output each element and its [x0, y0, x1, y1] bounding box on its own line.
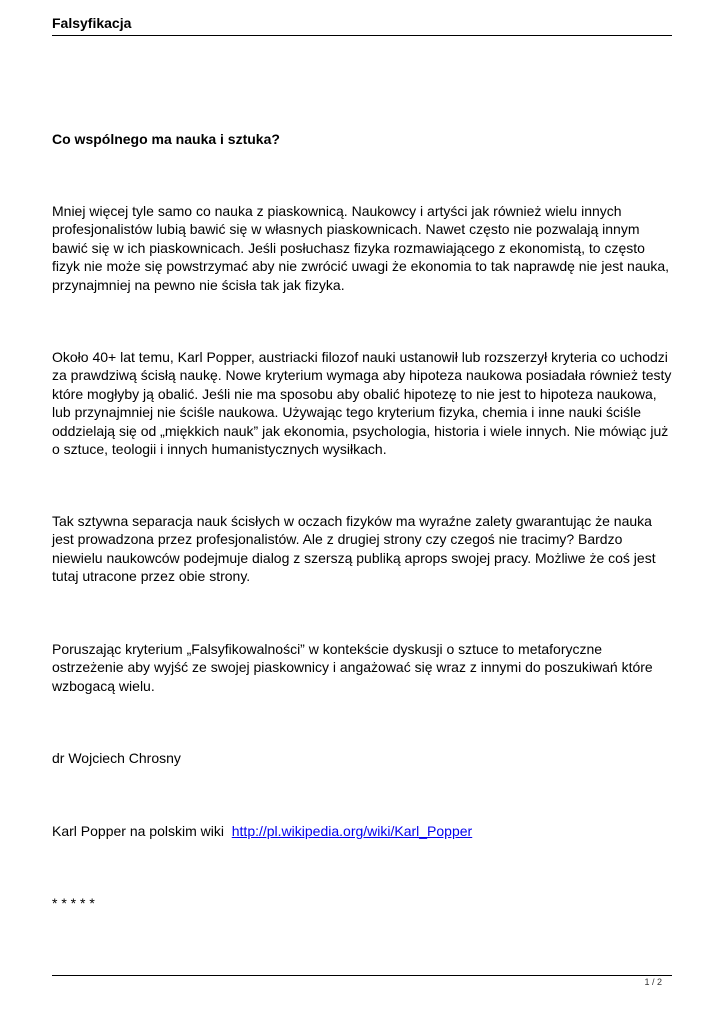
paragraph-2: Około 40+ lat temu, Karl Popper, austriacki filozof nauki ustanowił lub rozszerzył kryteria co uchodzi za prawdziwą ścisłą naukę. Nowe kryterium wymaga aby hipoteza naukowa posiadała również testy które mogłyby ją obalić. Jeśli nie ma sposobu aby obalić hipotezę to nie jest to hipoteza naukowa, lub przynajmniej nie ściśle naukowa. Używając tego kryterium fizyka, chemia i inne nauki ściśle oddzielają się od „miękkich nauk” jak ekonomia, psychologia, historia i wiele innych. Nie mówiąc już o sztuce, teologii i innych humanistycznych wysiłkach.	[52, 349, 672, 458]
page-number: 1 / 2	[644, 977, 662, 987]
article-heading: Co wspólnego ma nauka i sztuka?	[52, 131, 280, 147]
document-title: Falsyfikacja	[52, 15, 132, 31]
page-header	[52, 13, 672, 36]
wiki-reference-label: Karl Popper na polskim wiki	[52, 823, 232, 839]
author-signature: dr Wojciech Chrosny	[52, 750, 181, 766]
page-footer	[52, 975, 672, 987]
separator-stars: * * * * *	[52, 895, 95, 911]
wiki-reference	[52, 822, 674, 840]
paragraph-3: Tak sztywna separacja nauk ścisłych w oczach fizyków ma wyraźne zalety gwarantując że nauka jest prowadzona przez profesjonalistów. Ale z drugiej strony czy czegoś nie tracimy? Bardzo niewielu naukowców podejmuje dialog z szerszą publiką aprops swojej pracy. Możliwe że coś jest tutaj utracone przez obie strony.	[52, 513, 656, 585]
paragraph-4: Poruszając kryterium „Falsyfikowalności” w kontekście dyskusji o sztuce to metaforyczne ostrzeżenie aby wyjść ze swojej piaskownicy i angażować się wraz z innymi do poszukiwań które wzbogacą wielu.	[52, 641, 653, 694]
paragraph-1: Mniej więcej tyle samo co nauka z piaskownicą. Naukowcy i artyści jak również wielu innych profesjonalistów lubią bawić się w własnych piaskownicach. Nawet często nie pozwalają innym bawić się w ich piaskownicach. Jeśli posłuchasz fizyka rozmawiającego z ekonomistą, to często fizyk nie może się powstrzymać aby nie zwrócić uwagi że ekonomia to tak naprawdę nie jest nauka, przynajmniej na pewno nie ścisła tak jak fizyka.	[52, 203, 670, 293]
wikipedia-link[interactable]: http://pl.wikipedia.org/wiki/Karl_Popper	[231, 823, 473, 839]
